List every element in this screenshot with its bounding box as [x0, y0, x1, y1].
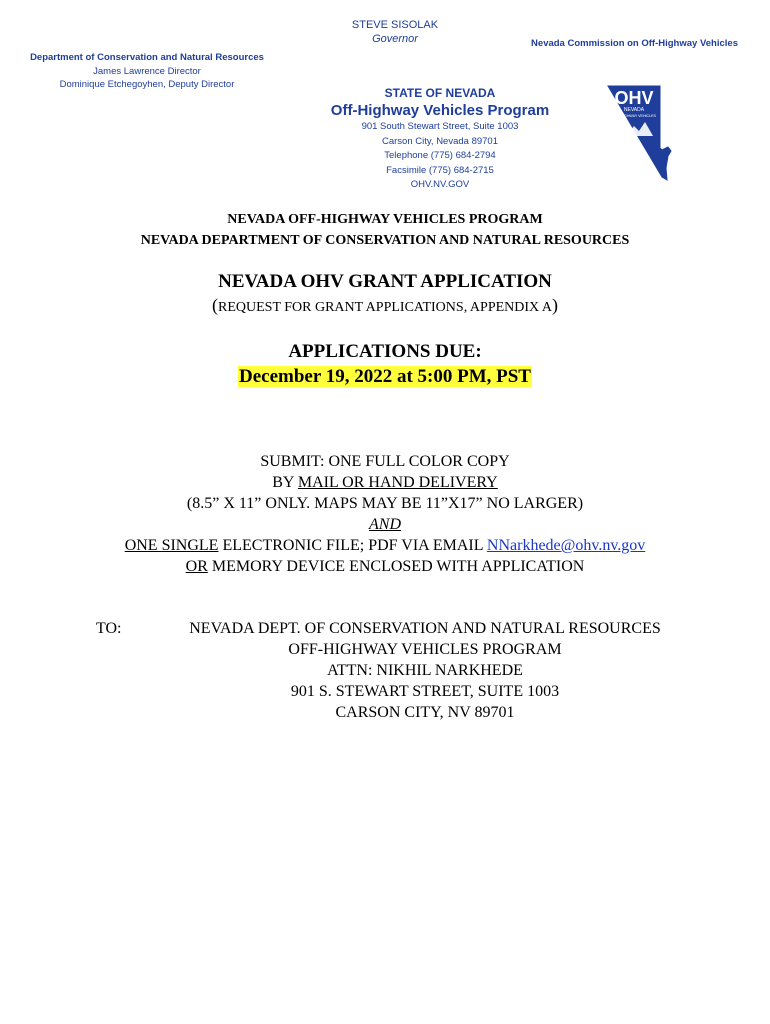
due-date-highlight: December 19, 2022 at 5:00 PM, PST — [239, 366, 531, 387]
recipient-street: 901 S. STEWART STREET, SUITE 1003 — [290, 683, 560, 700]
delivery-line — [0, 472, 770, 493]
application-subtitle — [0, 296, 770, 317]
recipient-program: OFF-HIGHWAY VEHICLES PROGRAM — [288, 641, 562, 658]
recipient-department: NEVADA DEPT. OF CONSERVATION AND NATURAL RESOURCES — [189, 620, 661, 637]
telephone-line: Telephone (775) 684-2794 — [384, 150, 496, 161]
email-link[interactable]: NNarkhede@ohv.nv.gov — [486, 537, 646, 554]
recipient-city: CARSON CITY, NV 89701 — [335, 704, 515, 721]
size-line: (8.5” X 11” ONLY. MAPS MAY BE 11”X17” NO LARGER) — [186, 495, 584, 512]
deputy-director-name: Dominique Etchegoyhen, Deputy Director — [59, 79, 235, 90]
commission-name: Nevada Commission on Off-Highway Vehicles — [531, 38, 738, 49]
application-title: NEVADA OHV GRANT APPLICATION — [218, 271, 552, 292]
logo-line1-text: NEVADA — [623, 107, 645, 113]
program-name: Off-Highway Vehicles Program — [330, 102, 550, 119]
recipient-attention: ATTN: NIKHIL NARKHEDE — [327, 662, 523, 679]
and-line — [0, 514, 770, 535]
submit-line: SUBMIT: ONE FULL COLOR COPY — [260, 453, 510, 470]
subtitle-open-paren: ( — [212, 295, 218, 315]
department-block — [22, 51, 272, 92]
program-block — [300, 86, 580, 193]
and-text: AND — [369, 516, 401, 533]
governor-name: STEVE SISOLAK — [351, 19, 439, 31]
department-heading: NEVADA DEPARTMENT OF CONSERVATION AND NATURAL RESOURCES — [140, 233, 630, 248]
one-single-text: ONE SINGLE — [124, 537, 219, 554]
submission-instructions — [0, 451, 770, 577]
electronic-file-line — [0, 535, 770, 556]
department-name: Department of Conservation and Natural Resources — [30, 52, 264, 63]
or-text: OR — [185, 558, 208, 575]
program-heading: NEVADA OFF-HIGHWAY VEHICLES PROGRAM — [227, 212, 543, 227]
delivery-prefix: BY — [272, 474, 298, 491]
city-line: Carson City, Nevada 89701 — [382, 135, 498, 147]
website-line: OHV.NV.GOV — [410, 179, 470, 190]
logo-main-text: OHV — [614, 88, 654, 108]
memory-device-text: MEMORY DEVICE ENCLOSED WITH APPLICATION — [207, 558, 585, 575]
director-name: James Lawrence Director — [93, 65, 201, 77]
memory-device-line — [0, 556, 770, 577]
address-line: 901 South Stewart Street, Suite 1003 — [361, 121, 519, 132]
facsimile-line: Facsimile (775) 684-2715 — [386, 164, 494, 176]
electronic-file-text: ELECTRONIC FILE; PDF VIA EMAIL — [218, 537, 487, 554]
to-label: TO: — [96, 620, 122, 637]
logo-line2-text: OFF-HIGHWAY VEHICLES — [612, 114, 656, 118]
governor-title: Governor — [372, 33, 418, 45]
due-date-line — [0, 365, 770, 389]
recipient-address — [150, 618, 700, 723]
ohv-nevada-logo — [606, 84, 684, 182]
subtitle-text: REQUEST FOR GRANT APPLICATIONS, APPENDIX A — [218, 300, 552, 315]
due-label: APPLICATIONS DUE: — [288, 341, 482, 362]
governor-block — [310, 18, 480, 46]
delivery-method: MAIL OR HAND DELIVERY — [297, 474, 498, 491]
program-headings — [0, 209, 770, 251]
state-name: STATE OF NEVADA — [384, 86, 496, 100]
subtitle-close-paren: ) — [551, 295, 558, 315]
